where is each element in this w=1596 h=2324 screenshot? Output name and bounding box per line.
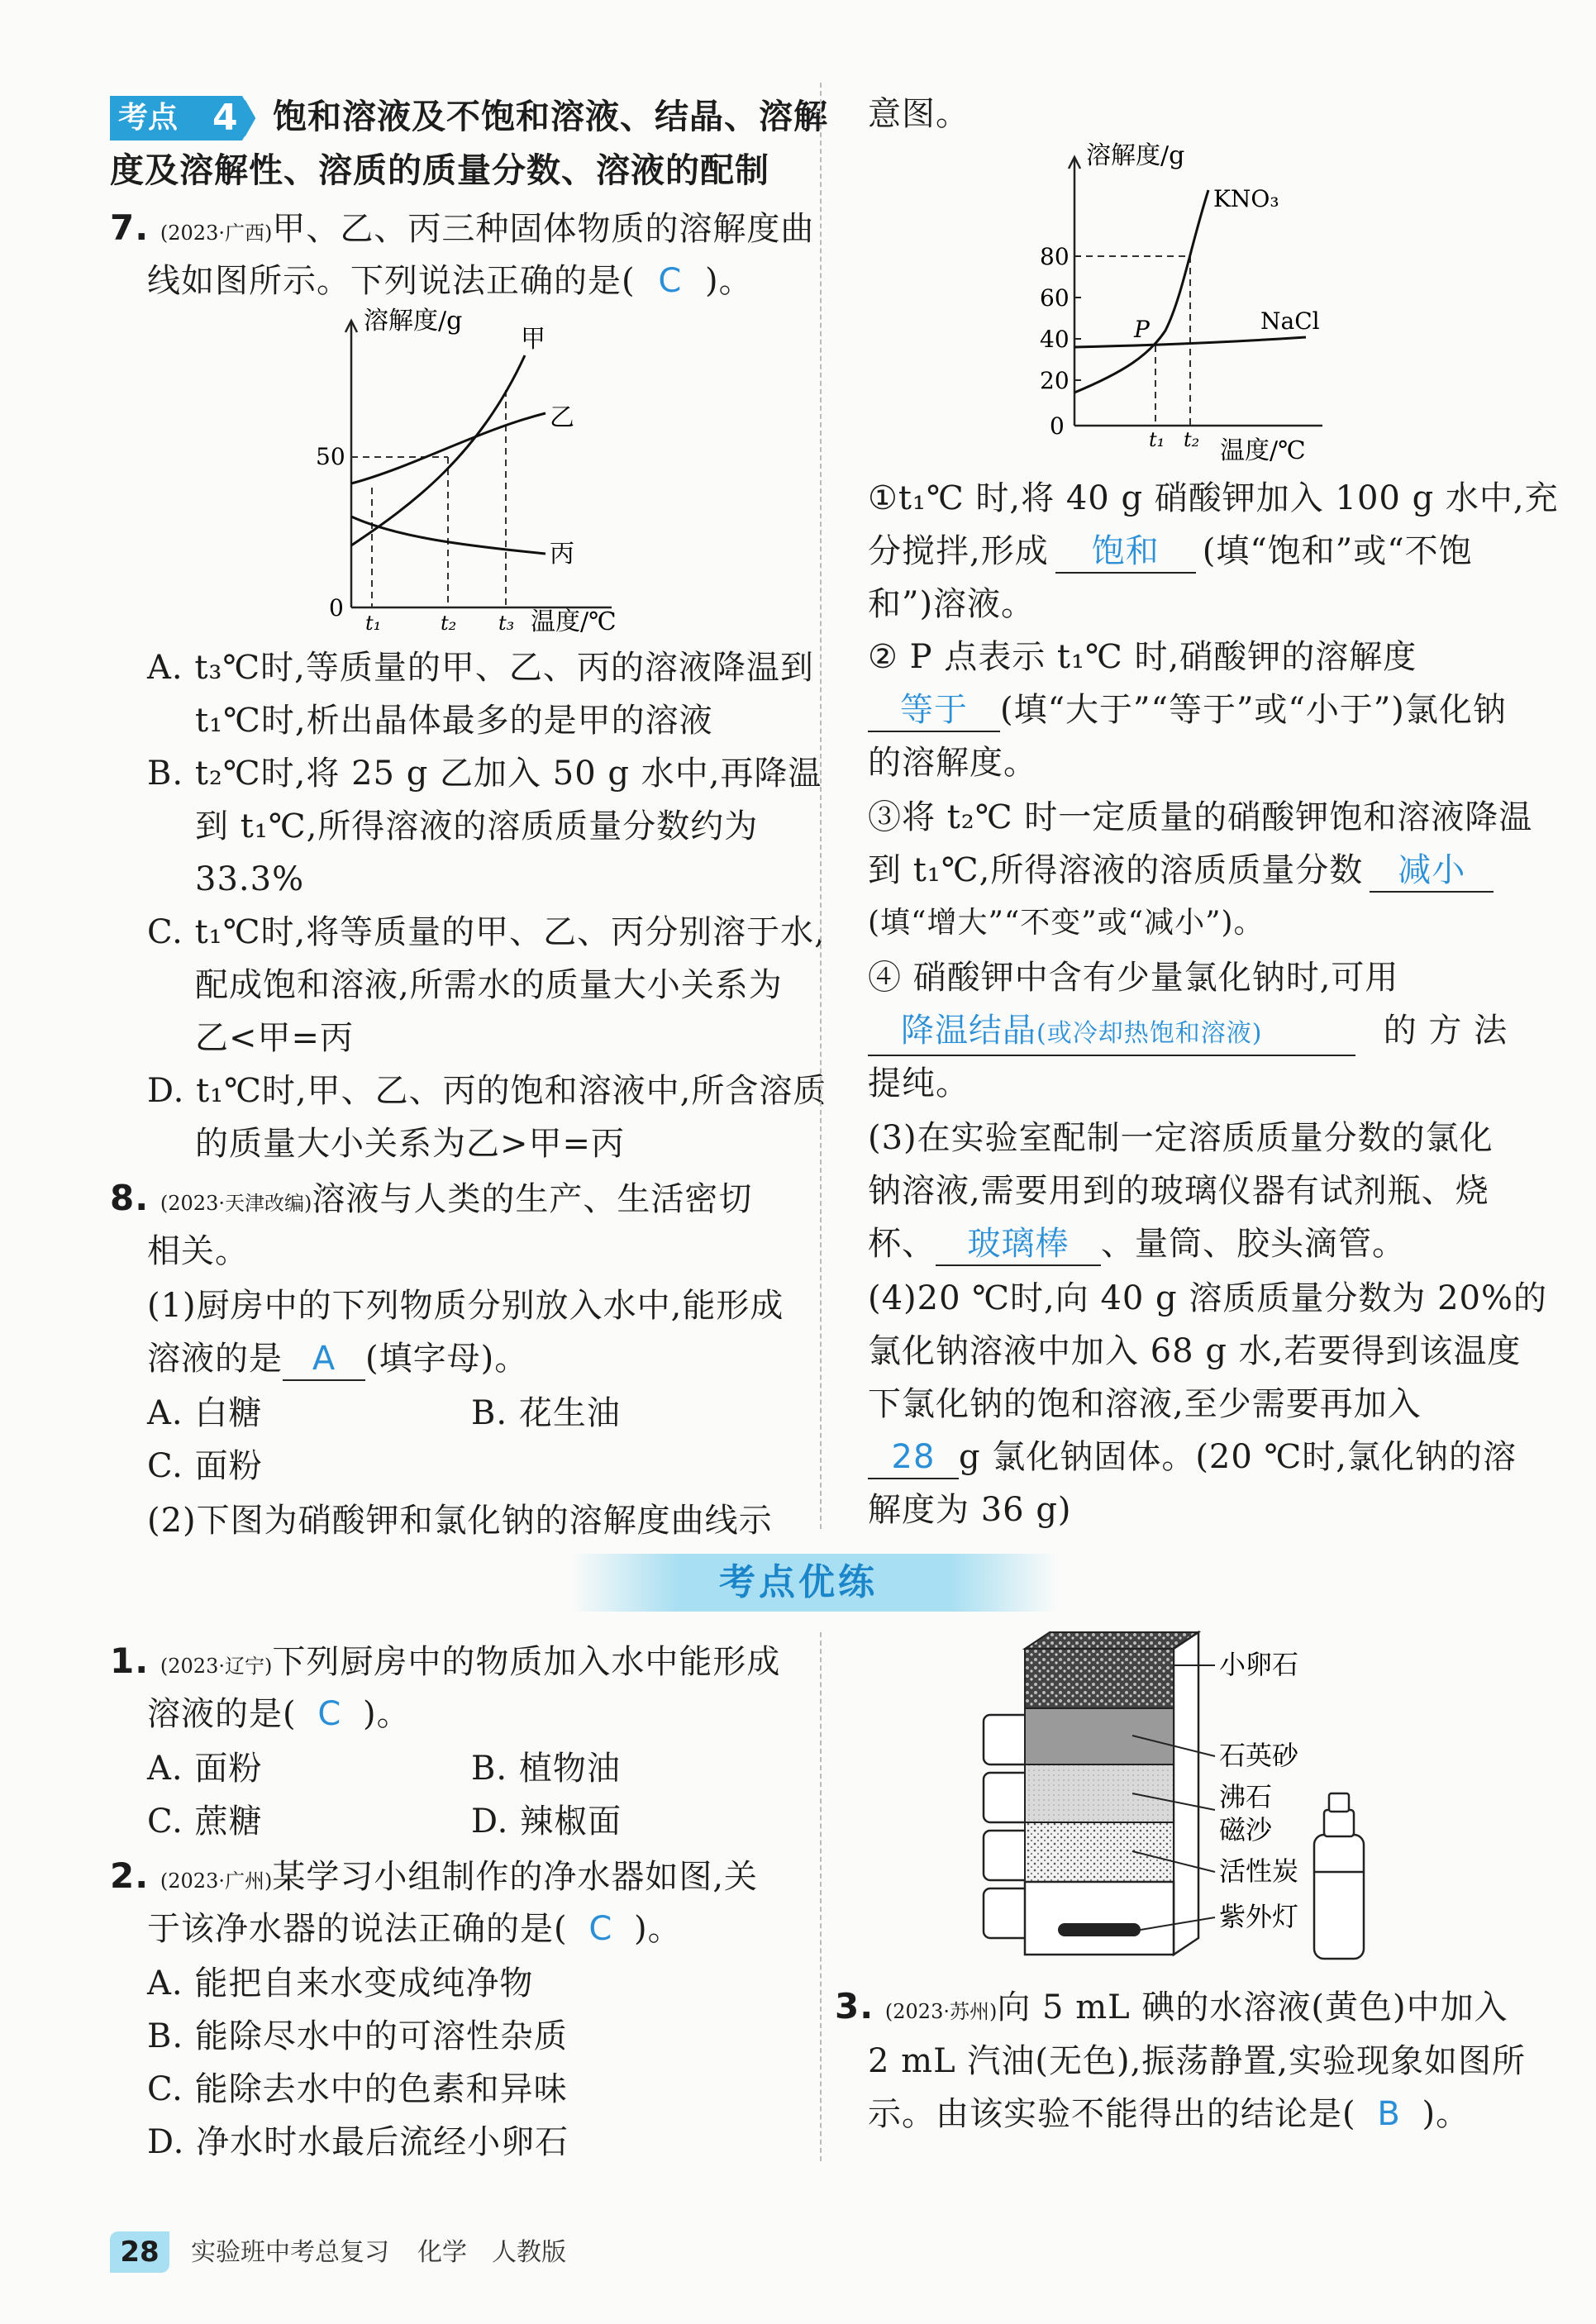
pq1-optA: A. 面粉: [147, 1750, 263, 1788]
q8-p4e: 解度为 36 g): [868, 1491, 1072, 1529]
section-title-2: 度及溶解性、溶质的质量分数、溶液的配制: [110, 150, 769, 190]
pq2-optA: A. 能把自来水变成纯净物: [147, 1964, 534, 2003]
chart2-ytick-40: 40: [1040, 326, 1070, 353]
section-tag-num: 4: [212, 97, 238, 139]
footer-subject: 化学: [417, 2238, 467, 2267]
footer-edition: 人教版: [492, 2238, 566, 2267]
filter-layer-pebbles: [1025, 1649, 1174, 1708]
pq2-answer: C: [588, 1910, 613, 1948]
chart2-ylabel: 溶解度/g: [1086, 141, 1185, 170]
q8-s1b: 分搅拌,形成 饱和 (填“饱和”或“不饱: [868, 528, 1473, 574]
filter-layer-bottom: [1025, 1882, 1174, 1955]
pq3-line-2: 2 mL 汽油(无色),振荡静置,实验现象如图所: [868, 2042, 1527, 2080]
filter-top-face: [1025, 1632, 1198, 1649]
q8-optC: C. 面粉: [147, 1447, 263, 1485]
filter-label-pebbles: 小卵石: [1219, 1649, 1299, 1680]
q7-optB-1: B. t₂℃时,将 25 g 乙加入 50 g 水中,再降温: [147, 755, 822, 793]
chart2-series-nacl: NaCl: [1260, 307, 1320, 335]
column-divider: [820, 83, 822, 1529]
q8-s4b: 降温结晶(或冷却热饱和溶液) 的 方 法: [868, 1007, 1508, 1056]
q8-s1a: ①t₁℃ 时,将 40 g 硝酸钾加入 100 g 水中,充: [868, 479, 1559, 517]
chart2-ytick-60: 60: [1040, 284, 1070, 312]
q7-optD-1: D. t₁℃时,甲、乙、丙的饱和溶液中,所含溶质: [147, 1072, 827, 1110]
q7-optB-2: 到 t₁℃,所得溶液的溶质质量分数约为: [195, 807, 759, 845]
q8-s2c: 的溶解度。: [868, 744, 1037, 782]
chart2-xlabel: 温度/℃: [1220, 436, 1306, 465]
q7-line-1: 7. (2023·广西)甲、乙、丙三种固体物质的溶解度曲: [110, 207, 815, 248]
pq2-optC: C. 能除去水中的色素和异味: [147, 2070, 568, 2108]
water-filter-figure: [967, 1624, 1496, 1963]
q8-optA: A. 白糖: [147, 1394, 263, 1432]
pq1-line-2: 溶液的是( C )。: [147, 1695, 411, 1733]
solubility-chart-1: [314, 306, 661, 636]
pq3-line-1: 3. (2023·苏州)向 5 mL 碘的水溶液(黄色)中加入: [835, 1986, 1508, 2026]
q8-s3a: ③将 t₂℃ 时一定质量的硝酸钾饱和溶液降温: [868, 798, 1533, 836]
filter-label-uv: 紫外灯: [1219, 1901, 1299, 1932]
footer-book: 实验班中考总复习: [191, 2238, 389, 2267]
chart1-ylabel: 溶解度/g: [364, 307, 463, 336]
q8-p4-answer: 28: [868, 1436, 959, 1479]
section-tag: [110, 96, 255, 140]
q8-p2: (2)下图为硝酸钾和氯化钠的溶解度曲线示: [147, 1502, 773, 1540]
chart1-series-jia: 甲: [521, 325, 545, 354]
q7-optC-3: 乙<甲=丙: [195, 1019, 355, 1057]
bottle-icon: [1314, 1793, 1364, 1959]
q7-optD-2: 的质量大小关系为乙>甲=丙: [195, 1125, 626, 1163]
pq2-line-1: 2. (2023·广州)某学习小组制作的净水器如图,关: [110, 1855, 759, 1896]
chart1-xlabel: 温度/℃: [531, 607, 617, 636]
q8-s2b: 等于 (填“大于”“等于”或“小于”)氯化钠: [868, 687, 1507, 733]
chart2-point-p: P: [1134, 316, 1150, 343]
pq1-optB: B. 植物油: [471, 1750, 621, 1788]
pq2-optD: D. 净水时水最后流经小卵石: [147, 2123, 569, 2161]
page-number: 28: [110, 2231, 169, 2273]
q7-answer: C: [658, 262, 683, 300]
q7-optC-1: C. t₁℃时,将等质量的甲、乙、丙分别溶于水,: [147, 913, 826, 951]
q8-p1b: 溶液的是 A (填字母)。: [147, 1336, 528, 1382]
chart1-xtick-t2: t₂: [441, 612, 457, 635]
q8-p4c: 下氯化钠的饱和溶液,至少需要再加入: [868, 1385, 1422, 1423]
pq2-optB: B. 能除尽水中的可溶性杂质: [147, 2017, 568, 2055]
section-title-1: 饱和溶液及不饱和溶液、结晶、溶解: [273, 97, 828, 136]
q8-s3c: (填“增大”“不变”或“减小”)。: [868, 906, 1265, 940]
q8-s2-answer: 等于: [868, 689, 1000, 732]
q7-optB-3: 33.3%: [195, 860, 305, 898]
q8-s1-answer: 饱和: [1055, 531, 1196, 574]
q8-p2b: 意图。: [868, 95, 970, 133]
pq1-optC: C. 蔗糖: [147, 1803, 263, 1841]
practice-column-divider: [820, 1632, 822, 2161]
pq1-optD: D. 辣椒面: [471, 1803, 622, 1841]
q8-p1: (1)厨房中的下列物质分别放入水中,能形成: [147, 1287, 784, 1325]
filter-side-face: [1174, 1632, 1198, 1955]
pq3-answer: B: [1377, 2095, 1401, 2133]
pq1-line-1: 1. (2023·辽宁)下列厨房中的物质加入水中能形成: [110, 1641, 781, 1681]
q8-p3c: 杯、 玻璃棒 、量筒、胶头滴管。: [868, 1221, 1406, 1267]
pq2-line-2: 于该净水器的说法正确的是( C )。: [147, 1910, 682, 1948]
q8-s3-answer: 减小: [1370, 850, 1494, 893]
chart1-origin: 0: [329, 594, 344, 621]
chart1-curve-jia: [351, 355, 525, 545]
filter-label-carbon: 活性炭: [1219, 1855, 1299, 1887]
chart1-series-bing: 丙: [550, 540, 574, 569]
q7-optA-2: t₁℃时,析出晶体最多的是甲的溶液: [195, 702, 713, 740]
pq1-answer: C: [317, 1695, 342, 1733]
chart2-xtick-t2: t₂: [1184, 428, 1200, 451]
q8-p3-answer: 玻璃棒: [936, 1223, 1101, 1266]
q7-optA-1: A. t₃℃时,等质量的甲、乙、丙的溶液降温到: [147, 649, 814, 687]
chart1-series-yi: 乙: [550, 403, 574, 432]
q8-p1-answer: A: [283, 1338, 365, 1381]
chart2-series-kno3: KNO₃: [1213, 185, 1279, 212]
filter-layer-zeolite: [1025, 1764, 1174, 1822]
practice-banner-title: 考点优练: [719, 1561, 878, 1603]
q8-p4a: (4)20 ℃时,向 40 g 溶质质量分数为 20%的: [868, 1279, 1548, 1317]
q8-p4d: 28 g 氯化钠固体。(20 ℃时,氯化钠的溶: [868, 1434, 1517, 1480]
q7-line-2: 线如图所示。下列说法正确的是( C )。: [147, 262, 753, 300]
filter-label-quartz: 石英砂: [1219, 1740, 1299, 1771]
filter-label-magnetic: 磁沙: [1219, 1814, 1273, 1845]
q8-line-2: 相关。: [147, 1232, 249, 1270]
q8-s1c: 和”)溶液。: [868, 585, 1036, 623]
practice-banner: [570, 1554, 1058, 1612]
uv-lamp-icon: [1058, 1923, 1141, 1936]
q8-s4c: 提纯。: [868, 1064, 970, 1102]
chart2-origin: 0: [1050, 412, 1065, 440]
chart2-ytick-80: 80: [1040, 243, 1070, 270]
q8-s2a: ② P 点表示 t₁℃ 时,硝酸钾的溶解度: [868, 638, 1417, 676]
chart2-curve-kno3: [1074, 190, 1208, 393]
q8-optB: B. 花生油: [471, 1394, 621, 1432]
section-tag-label: 考点: [118, 101, 179, 135]
q8-line-1: 8. (2023·天津改编)溶液与人类的生产、生活密切: [110, 1178, 753, 1218]
q8-s4a: ④ 硝酸钾中含有少量氯化钠时,可用: [868, 959, 1399, 997]
q7-optC-2: 配成饱和溶液,所需水的质量大小关系为: [195, 966, 783, 1004]
filter-layer-quartz: [1025, 1708, 1174, 1764]
q8-s3b: 到 t₁℃,所得溶液的溶质质量分数 减小: [868, 847, 1494, 893]
solubility-chart-2: [1025, 140, 1372, 471]
chart2-xtick-t1: t₁: [1149, 428, 1165, 451]
chart1-xtick-t3: t₃: [498, 612, 515, 635]
q8-p4b: 氯化钠溶液中加入 68 g 水,若要得到该温度: [868, 1332, 1522, 1370]
pq3-line-3: 示。由该实验不能得出的结论是( B )。: [868, 2095, 1470, 2133]
filter-layer-carbon: [1025, 1822, 1174, 1882]
filter-label-zeolite: 沸石: [1219, 1781, 1273, 1812]
chart1-curve-bing: [351, 517, 545, 554]
chart2-ytick-20: 20: [1040, 367, 1070, 394]
chart1-xtick-t1: t₁: [365, 612, 382, 635]
q8-s4-answer: 降温结晶(或冷却热饱和溶液): [868, 1010, 1355, 1056]
q8-p3b: 钠溶液,需要用到的玻璃仪器有试剂瓶、烧: [868, 1172, 1489, 1210]
q8-p3a: (3)在实验室配制一定溶质质量分数的氯化: [868, 1119, 1494, 1157]
chart1-ytick-50: 50: [316, 443, 345, 470]
